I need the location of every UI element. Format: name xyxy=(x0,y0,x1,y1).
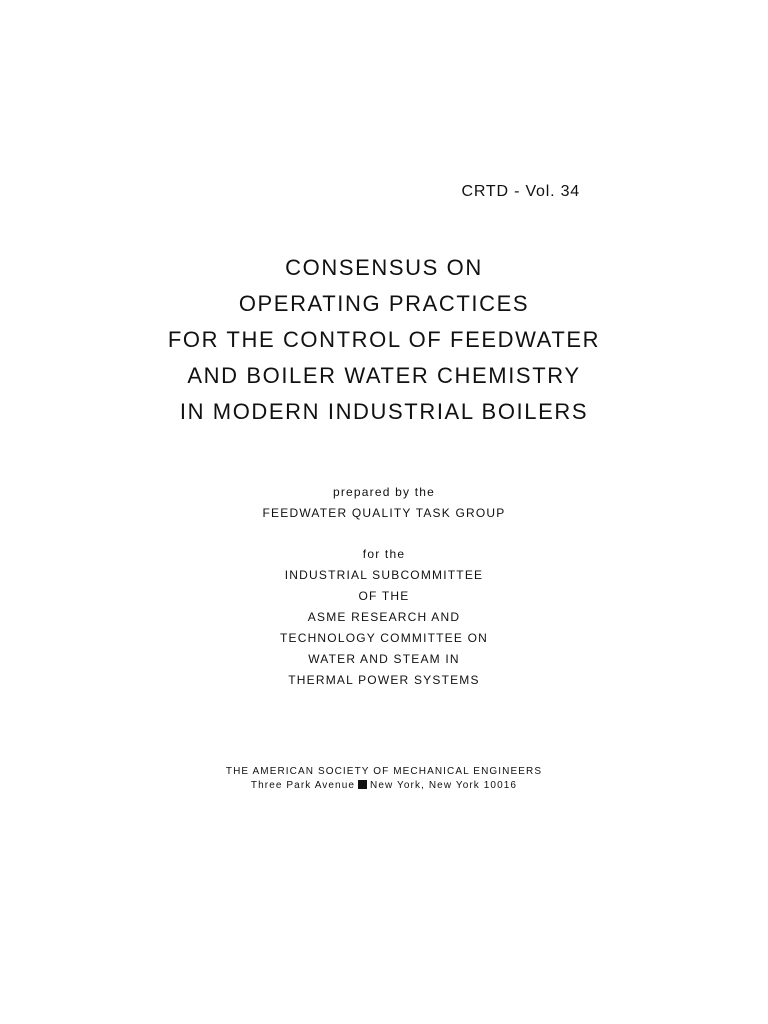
committee-line: OF THE xyxy=(358,589,410,603)
title-line: OPERATING PRACTICES xyxy=(238,291,530,316)
prepared-by-section xyxy=(0,482,768,524)
committee-line: TECHNOLOGY COMMITTEE ON xyxy=(279,631,489,645)
address-street: Three Park Avenue xyxy=(250,780,356,791)
for-the-intro: for the xyxy=(362,547,406,561)
address-city: New York, New York 10016 xyxy=(370,780,518,791)
task-group-name: FEEDWATER QUALITY TASK GROUP xyxy=(262,506,506,520)
publisher-name: THE AMERICAN SOCIETY OF MECHANICAL ENGINEERS xyxy=(225,766,543,777)
square-bullet-icon xyxy=(358,780,367,789)
document-title xyxy=(0,250,768,430)
title-line: IN MODERN INDUSTRIAL BOILERS xyxy=(179,399,589,424)
title-line: AND BOILER WATER CHEMISTRY xyxy=(187,363,581,388)
publisher-address xyxy=(0,779,768,793)
title-line: CONSENSUS ON xyxy=(285,255,483,280)
committee-section xyxy=(0,544,768,691)
prepared-by-intro: prepared by the xyxy=(332,485,436,499)
title-line: FOR THE CONTROL OF FEEDWATER xyxy=(167,327,601,352)
committee-line: INDUSTRIAL SUBCOMMITTEE xyxy=(284,568,484,582)
committee-line: ASME RESEARCH AND xyxy=(307,610,461,624)
committee-line: WATER AND STEAM IN xyxy=(308,652,460,666)
committee-line: THERMAL POWER SYSTEMS xyxy=(288,673,480,687)
publisher-section xyxy=(0,765,768,793)
volume-label: CRTD - Vol. 34 xyxy=(461,183,580,200)
